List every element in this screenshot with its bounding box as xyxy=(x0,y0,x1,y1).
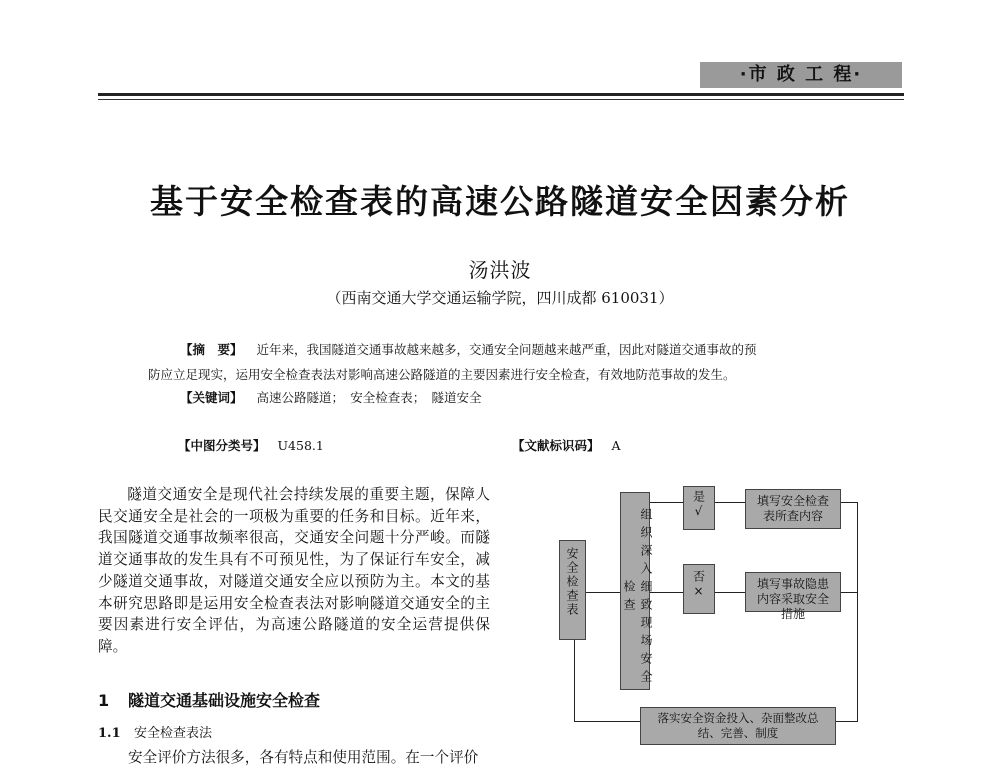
organize-box xyxy=(620,492,653,690)
keywords-text: 高速公路隧道； 安全检查表； 隧道安全 xyxy=(256,390,482,405)
keywords-label: 【关键词】 xyxy=(180,390,243,405)
connector-to-implement xyxy=(834,721,858,722)
implement-label: 落实安全资金投入、杂面整改总结、完善、制度 xyxy=(657,711,819,740)
section-1-1-heading xyxy=(98,722,212,741)
connector-from-implement xyxy=(574,721,640,722)
no-box xyxy=(683,564,715,614)
yes-label: 是√ xyxy=(691,490,706,520)
connector-to-yes xyxy=(648,502,684,503)
implement-box xyxy=(640,707,836,745)
body-cut-line: 安全评价方法很多，各有特点和使用范围。在一个评价 xyxy=(128,749,479,766)
affiliation: （西南交通大学交通运输学院，四川成都 610031） xyxy=(326,289,674,307)
doc-code-line xyxy=(512,436,621,454)
no-label: 否× xyxy=(691,570,706,600)
section-1-1-title: 安全检查表法 xyxy=(134,726,213,741)
yes-box xyxy=(683,486,715,530)
checklist-label: 安全检查表 xyxy=(565,547,579,617)
header-rule-thin xyxy=(98,99,904,100)
author: 汤洪波 xyxy=(468,258,532,282)
section-1-title: 隧道交通基础设施安全检查 xyxy=(128,691,321,710)
doc-code-label: 【文献标识码】 xyxy=(512,438,600,453)
clc-line xyxy=(178,436,324,454)
clc-label: 【中图分类号】 xyxy=(178,438,266,453)
connector-right-top xyxy=(840,502,857,503)
connector-feedback-vertical xyxy=(574,640,575,722)
abstract-text-1: 近年来，我国隧道交通事故越来越多，交通安全问题越来越严重，因此对隧道交通事故的预 xyxy=(256,342,757,357)
connector-no-fill xyxy=(713,592,746,593)
clc-value: U458.1 xyxy=(277,438,324,453)
keywords-line xyxy=(180,388,482,406)
section-1-number: 1 xyxy=(98,691,110,710)
abstract-text-2: 防应立足现实，运用安全检查表法对影响高速公路隧道的主要因素进行安全检查，有效地防范事故的发生。 xyxy=(148,367,736,382)
connector-right-vertical xyxy=(857,502,858,722)
fill-hazard-box xyxy=(745,572,841,621)
abstract-label: 【摘 要】 xyxy=(180,342,243,357)
section-tag: ·市 政 工 程· xyxy=(700,62,902,88)
abstract-line-1 xyxy=(180,340,757,358)
fill-content-label: 填写安全检查表所查内容 xyxy=(756,494,829,523)
section-1-heading xyxy=(98,688,320,711)
connector-yes-fill xyxy=(713,502,746,503)
doc-code-value: A xyxy=(611,438,621,453)
fill-hazard-label: 填写事故隐患内容采取安全措施 xyxy=(756,577,829,621)
organize-label: 组织深入细致现场安全检查 xyxy=(622,508,653,688)
header-rule xyxy=(98,93,904,96)
fill-content-box xyxy=(745,489,841,529)
connector-checklist-organize xyxy=(583,592,621,593)
intro-paragraph: 隧道交通安全是现代社会持续发展的重要主题，保障人民交通安全是社会的一项极为重要的任务和目标。近年来，我国隧道交通事故频率很高，交通安全问题十分严峻。而隧道交通事故的发生具有不可预见性，为了保证行车安全，减少隧道交通事故，对隧道交通安全应以预防为主。本文的基本研究思路即是运用安全检查表法对影响隧道交通安全的主要因素进行安全评估，为高速公路隧道的安全运营提供保障。 xyxy=(98,486,490,655)
paper-title: 基于安全检查表的高速公路隧道安全因素分析 xyxy=(150,182,850,221)
section-1-1-number: 1.1 xyxy=(98,726,121,741)
connector-right-mid xyxy=(840,592,857,593)
checklist-box xyxy=(559,540,586,640)
